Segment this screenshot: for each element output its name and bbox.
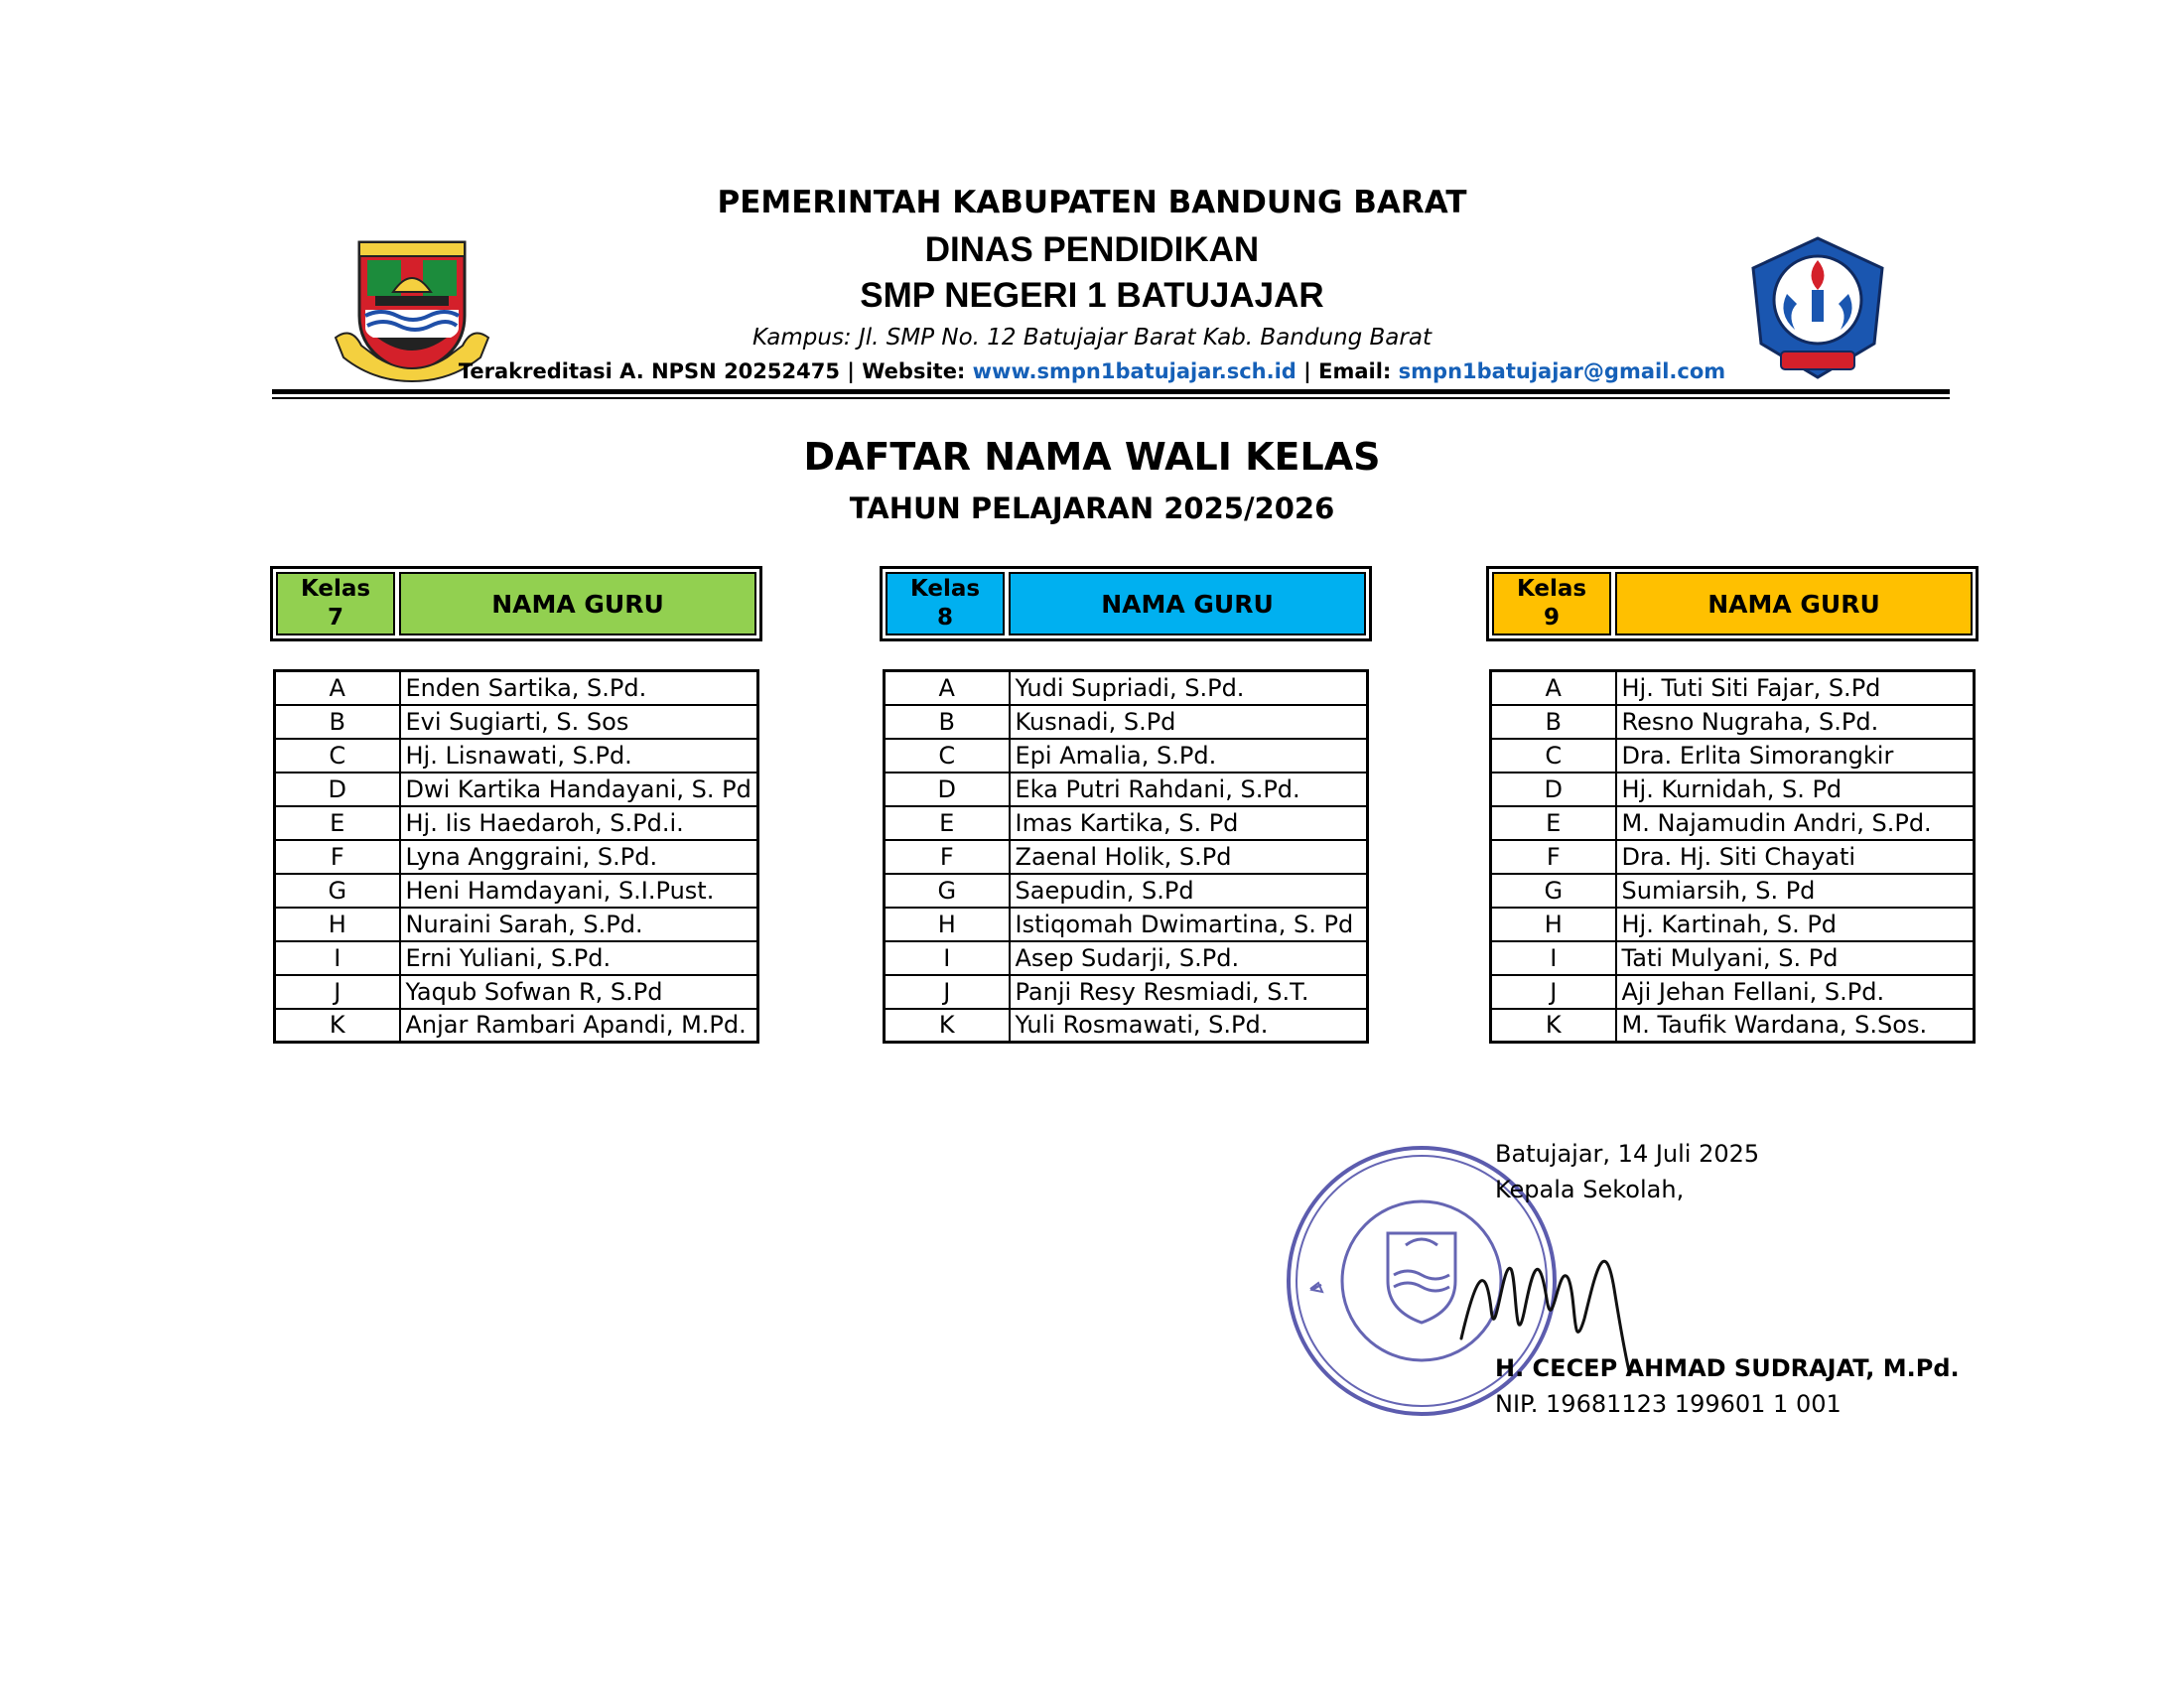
- table-row: [1491, 671, 1975, 705]
- class-section-cell: D: [1491, 773, 1616, 806]
- table-row: [885, 941, 1368, 975]
- class-section-cell: H: [885, 908, 1010, 941]
- table-row: [885, 773, 1368, 806]
- signature-role: Kepala Sekolah,: [1495, 1176, 1685, 1203]
- kelas-label: Kelas: [1516, 576, 1587, 602]
- class-section-cell: A: [885, 671, 1010, 705]
- website-link[interactable]: www.smpn1batujajar.sch.id: [972, 359, 1297, 383]
- teacher-name-cell: Sumiarsih, S. Pd: [1616, 874, 1975, 908]
- table-row: [1491, 739, 1975, 773]
- class-section-cell: K: [885, 1009, 1010, 1043]
- grade-label-cell: [276, 572, 395, 635]
- class-block-grade-8: [880, 566, 1372, 1044]
- class-section-cell: B: [885, 705, 1010, 739]
- table-row: [1491, 806, 1975, 840]
- wali-kelas-table: [883, 669, 1369, 1044]
- class-section-cell: A: [1491, 671, 1616, 705]
- teacher-name-cell: Heni Hamdayani, S.I.Pust.: [400, 874, 758, 908]
- table-row: [275, 671, 758, 705]
- teacher-column-header: NAMA GURU: [1615, 572, 1973, 635]
- document-title: DAFTAR NAMA WALI KELAS: [803, 435, 1381, 479]
- header-divider-thin: [272, 397, 1950, 399]
- principal-nip: NIP. 19681123 199601 1 001: [1495, 1390, 1842, 1418]
- government-name: PEMERINTAH KABUPATEN BANDUNG BARAT: [717, 185, 1467, 220]
- teacher-name-cell: Imas Kartika, S. Pd: [1010, 806, 1368, 840]
- table-row: [885, 671, 1368, 705]
- document-subtitle: TAHUN PELAJARAN 2025/2026: [849, 492, 1335, 525]
- teacher-name-cell: Yudi Supriadi, S.Pd.: [1010, 671, 1368, 705]
- table-row: [275, 874, 758, 908]
- class-section-cell: D: [275, 773, 400, 806]
- class-section-cell: I: [275, 941, 400, 975]
- class-section-cell: B: [275, 705, 400, 739]
- teacher-name-cell: Hj. Kartinah, S. Pd: [1616, 908, 1975, 941]
- roster-body: [275, 671, 758, 1043]
- grade-number: 8: [936, 605, 953, 631]
- email-link[interactable]: smpn1batujajar@gmail.com: [1398, 359, 1726, 383]
- teacher-name-cell: Erni Yuliani, S.Pd.: [400, 941, 758, 975]
- table-row: [275, 739, 758, 773]
- table-row: [275, 975, 758, 1009]
- teacher-name-cell: Tati Mulyani, S. Pd: [1616, 941, 1975, 975]
- class-section-cell: E: [885, 806, 1010, 840]
- class-section-cell: I: [1491, 941, 1616, 975]
- class-section-cell: H: [1491, 908, 1616, 941]
- wali-kelas-table: [1489, 669, 1976, 1044]
- letterhead: [0, 0, 2184, 417]
- class-section-cell: J: [1491, 975, 1616, 1009]
- teacher-name-cell: Lyna Anggraini, S.Pd.: [400, 840, 758, 874]
- class-section-cell: C: [885, 739, 1010, 773]
- grade-header: [1486, 566, 1979, 641]
- teacher-name-cell: Aji Jehan Fellani, S.Pd.: [1616, 975, 1975, 1009]
- grade-number: 9: [1543, 605, 1560, 631]
- table-row: [1491, 1009, 1975, 1043]
- class-section-cell: F: [885, 840, 1010, 874]
- teacher-name-cell: Eka Putri Rahdani, S.Pd.: [1010, 773, 1368, 806]
- table-row: [885, 739, 1368, 773]
- table-row: [275, 941, 758, 975]
- school-name: SMP NEGERI 1 BATUJAJAR: [860, 276, 1324, 315]
- roster-body: [1491, 671, 1975, 1043]
- table-row: [275, 840, 758, 874]
- class-section-cell: C: [1491, 739, 1616, 773]
- teacher-column-header: NAMA GURU: [1009, 572, 1366, 635]
- class-section-cell: H: [275, 908, 400, 941]
- table-row: [1491, 975, 1975, 1009]
- table-row: [275, 773, 758, 806]
- table-row: [1491, 874, 1975, 908]
- class-section-cell: D: [885, 773, 1010, 806]
- table-row: [1491, 705, 1975, 739]
- teacher-name-cell: Hj. Kurnidah, S. Pd: [1616, 773, 1975, 806]
- class-section-cell: F: [275, 840, 400, 874]
- teacher-name-cell: Yuli Rosmawati, S.Pd.: [1010, 1009, 1368, 1043]
- teacher-name-cell: Asep Sudarji, S.Pd.: [1010, 941, 1368, 975]
- website-label: Website:: [862, 359, 966, 383]
- signature-place-date: Batujajar, 14 Juli 2025: [1495, 1140, 1760, 1168]
- grade-header: [880, 566, 1372, 641]
- teacher-name-cell: Istiqomah Dwimartina, S. Pd: [1010, 908, 1368, 941]
- table-row: [1491, 773, 1975, 806]
- teacher-name-cell: Zaenal Holik, S.Pd: [1010, 840, 1368, 874]
- teacher-name-cell: Epi Amalia, S.Pd.: [1010, 739, 1368, 773]
- class-section-cell: C: [275, 739, 400, 773]
- roster-body: [885, 671, 1368, 1043]
- teacher-name-cell: Dra. Erlita Simorangkir: [1616, 739, 1975, 773]
- class-block-grade-9: [1486, 566, 1979, 1044]
- kelas-label: Kelas: [909, 576, 981, 602]
- principal-name: H. CECEP AHMAD SUDRAJAT, M.Pd.: [1495, 1354, 1960, 1382]
- teacher-name-cell: Kusnadi, S.Pd: [1010, 705, 1368, 739]
- teacher-name-cell: Evi Sugiarti, S. Sos: [400, 705, 758, 739]
- class-section-cell: F: [1491, 840, 1616, 874]
- teacher-column-header: NAMA GURU: [399, 572, 756, 635]
- class-section-cell: G: [1491, 874, 1616, 908]
- agency-name: DINAS PENDIDIKAN: [924, 230, 1260, 269]
- table-row: [1491, 941, 1975, 975]
- header-divider-thick: [272, 389, 1950, 394]
- table-row: [885, 705, 1368, 739]
- class-section-cell: I: [885, 941, 1010, 975]
- teacher-name-cell: Enden Sartika, S.Pd.: [400, 671, 758, 705]
- table-row: [1491, 840, 1975, 874]
- class-section-cell: K: [275, 1009, 400, 1043]
- teacher-name-cell: Hj. Iis Haedaroh, S.Pd.i.: [400, 806, 758, 840]
- kelas-label: Kelas: [300, 576, 371, 602]
- teacher-name-cell: Dwi Kartika Handayani, S. Pd: [400, 773, 758, 806]
- teacher-name-cell: M. Taufik Wardana, S.Sos.: [1616, 1009, 1975, 1043]
- class-section-cell: A: [275, 671, 400, 705]
- table-row: [885, 908, 1368, 941]
- class-section-cell: E: [1491, 806, 1616, 840]
- table-row: [275, 705, 758, 739]
- teacher-name-cell: Nuraini Sarah, S.Pd.: [400, 908, 758, 941]
- teacher-name-cell: Resno Nugraha, S.Pd.: [1616, 705, 1975, 739]
- class-section-cell: G: [885, 874, 1010, 908]
- teacher-name-cell: M. Najamudin Andri, S.Pd.: [1616, 806, 1975, 840]
- class-section-cell: J: [885, 975, 1010, 1009]
- school-address: Kampus: Jl. SMP No. 12 Batujajar Barat Kab. Bandung Barat: [752, 325, 1432, 351]
- table-row: [885, 1009, 1368, 1043]
- class-section-cell: B: [1491, 705, 1616, 739]
- grade-label-cell: [1492, 572, 1611, 635]
- class-section-cell: J: [275, 975, 400, 1009]
- teacher-name-cell: Hj. Tuti Siti Fajar, S.Pd: [1616, 671, 1975, 705]
- table-row: [275, 908, 758, 941]
- table-row: [885, 975, 1368, 1009]
- teacher-name-cell: Yaqub Sofwan R, S.Pd: [400, 975, 758, 1009]
- accreditation-text: Terakreditasi A. NPSN 20252475: [458, 359, 840, 383]
- teacher-name-cell: Dra. Hj. Siti Chayati: [1616, 840, 1975, 874]
- teacher-name-cell: Saepudin, S.Pd: [1010, 874, 1368, 908]
- grade-header: [270, 566, 762, 641]
- wali-kelas-table: [273, 669, 759, 1044]
- table-row: [885, 806, 1368, 840]
- teacher-name-cell: Hj. Lisnawati, S.Pd.: [400, 739, 758, 773]
- email-label: Email:: [1318, 359, 1392, 383]
- table-row: [885, 874, 1368, 908]
- class-section-cell: K: [1491, 1009, 1616, 1043]
- teacher-name-cell: Panji Resy Resmiadi, S.T.: [1010, 975, 1368, 1009]
- contact-line: Terakreditasi A. NPSN 20252475 | Website: www.smpn1batujajar.sch.id | Email: smpn1batujajar@gmail.com: [458, 359, 1726, 383]
- table-row: [275, 1009, 758, 1043]
- teacher-name-cell: Anjar Rambari Apandi, M.Pd.: [400, 1009, 758, 1043]
- grade-number: 7: [327, 605, 343, 631]
- class-section-cell: E: [275, 806, 400, 840]
- table-row: [885, 840, 1368, 874]
- table-row: [275, 806, 758, 840]
- table-row: [1491, 908, 1975, 941]
- class-block-grade-7: [270, 566, 762, 1044]
- grade-label-cell: [886, 572, 1005, 635]
- class-section-cell: G: [275, 874, 400, 908]
